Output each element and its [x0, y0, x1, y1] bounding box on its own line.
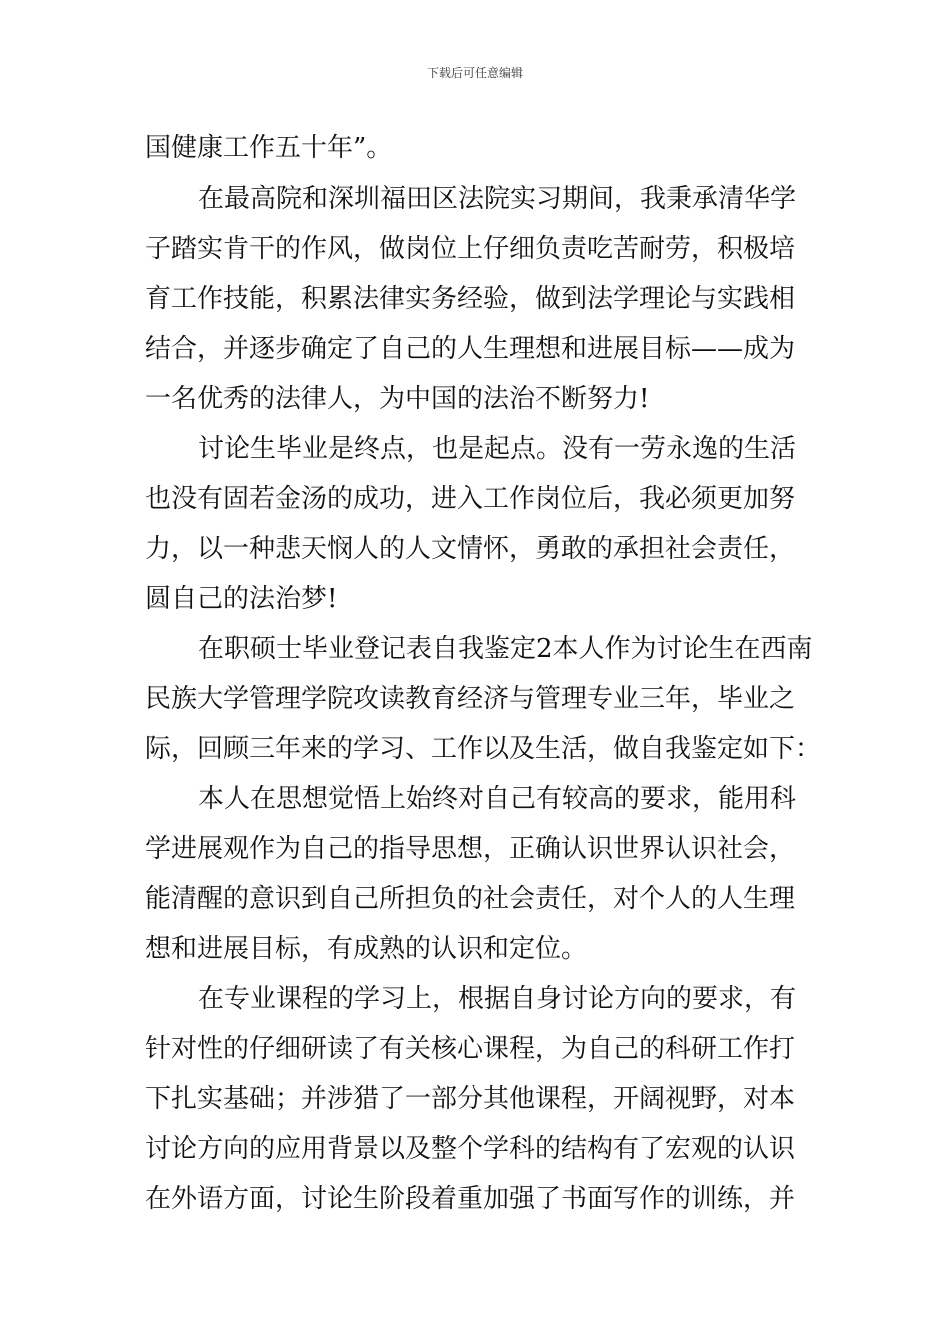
page-header: 下载后可任意编辑 [426, 66, 523, 80]
text-line: 也没有固若金汤的成功，进入工作岗位后，我必须更加努 [145, 484, 796, 514]
text-line: 下扎实基础；并涉猎了一部分其他课程，开阔视野，对本 [145, 1084, 796, 1114]
paragraph-first-line: 讨论生毕业是终点，也是起点。没有一劳永逸的生活 [198, 434, 797, 464]
text-line: 一名优秀的法律人，为中国的法治不断努力! [145, 384, 650, 414]
text-line: 际，回顾三年来的学习、工作以及生活，做自我鉴定如下： [145, 734, 822, 764]
text-line: 子踏实肯干的作风，做岗位上仔细负责吃苦耐劳，积极培 [145, 234, 796, 264]
text-line: 国健康工作五十年”。 [145, 133, 393, 163]
text-line: 力，以一种悲天悯人的人文情怀，勇敢的承担社会责任， [145, 534, 796, 564]
text-line: 针对性的仔细研读了有关核心课程，为自己的科研工作打 [145, 1034, 796, 1064]
text-line: 民族大学管理学院攻读教育经济与管理专业三年，毕业之 [145, 684, 796, 714]
text-line: 圆自己的法治梦! [145, 584, 338, 614]
text-line: 能清醒的意识到自己所担负的社会责任，对个人的人生理 [145, 884, 796, 914]
text-line: 在外语方面，讨论生阶段着重加强了书面写作的训练，并 [145, 1184, 796, 1214]
text-line: 育工作技能，积累法律实务经验，做到法学理论与实践相 [145, 284, 796, 314]
paragraph-first-line: 在最高院和深圳福田区法院实习期间，我秉承清华学 [198, 184, 797, 214]
paragraph-first-line: 在职硕士毕业登记表自我鉴定2本人作为讨论生在西南 [198, 634, 813, 664]
text-line: 想和进展目标，有成熟的认识和定位。 [145, 934, 588, 964]
paragraph-first-line: 本人在思想觉悟上始终对自己有较高的要求，能用科 [198, 784, 797, 814]
paragraph-first-line: 在专业课程的学习上，根据自身讨论方向的要求，有 [198, 984, 797, 1014]
text-line: 结合，并逐步确定了自己的人生理想和进展目标——成为 [145, 334, 796, 364]
text-line: 讨论方向的应用背景以及整个学科的结构有了宏观的认识 [145, 1134, 796, 1164]
text-line: 学进展观作为自己的指导思想，正确认识世界认识社会， [145, 834, 796, 864]
